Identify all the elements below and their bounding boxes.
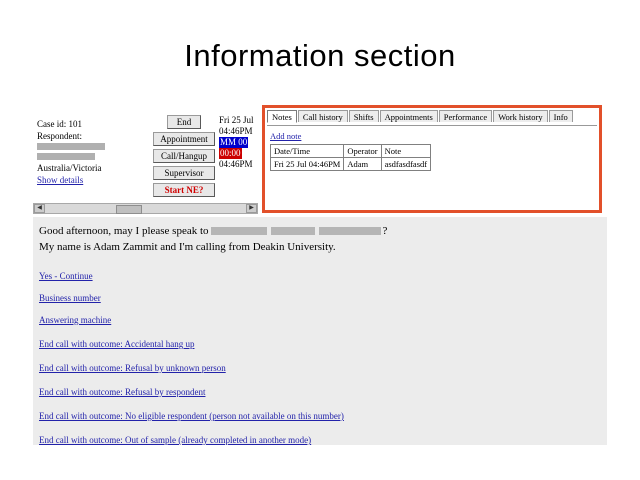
status-badge-red: 00:00: [220, 148, 241, 158]
choice-refusal-respondent[interactable]: End call with outcome: Refusal by respondent: [39, 387, 206, 397]
choice-accidental-hangup[interactable]: End call with outcome: Accidental hang up: [39, 339, 195, 349]
cell-operator: Adam: [344, 158, 381, 171]
scroll-right-arrow-icon[interactable]: ▶: [246, 204, 257, 213]
table-header-row: [271, 145, 431, 158]
tab-call-history[interactable]: Call history: [298, 110, 348, 122]
script-line-1-suffix: ?: [382, 225, 388, 237]
tab-performance[interactable]: Performance: [439, 110, 492, 122]
call-action-buttons: [153, 115, 215, 200]
status-badge-blue: MM 00: [220, 137, 248, 147]
cell-note: asdfasdfasdf: [381, 158, 430, 171]
start-ne-button[interactable]: Start NE?: [153, 183, 215, 197]
respondent-label: Respondent:: [37, 131, 82, 141]
status-time: 04:46PM: [219, 126, 253, 136]
choice-no-eligible-respondent[interactable]: End call with outcome: No eligible respondent (person not available on this number): [39, 411, 344, 421]
choice-refusal-unknown-person[interactable]: End call with outcome: Refusal by unknown person: [39, 363, 226, 373]
scrollbar-thumb[interactable]: [116, 205, 142, 214]
tab-info[interactable]: Info: [549, 110, 573, 122]
script-line-1: [39, 225, 387, 237]
call-panel: [33, 105, 258, 213]
case-id-label: Case id: 101: [37, 119, 82, 129]
notes-tabstrip: [267, 110, 597, 126]
choice-out-of-sample[interactable]: End call with outcome: Out of sample (already completed in another mode): [39, 435, 312, 445]
column-header-datetime: Date/Time: [271, 145, 344, 158]
tab-appointments[interactable]: Appointments: [380, 110, 438, 122]
script-line-1-prefix: Good afternoon, may I please speak to: [39, 225, 209, 237]
column-header-operator: Operator: [344, 145, 381, 158]
notes-table: [270, 144, 431, 171]
redacted-name-1: [211, 227, 267, 235]
column-header-note: Note: [381, 145, 430, 158]
call-hangup-button[interactable]: Call/Hangup: [153, 149, 215, 163]
screenshot-region: [33, 105, 607, 445]
add-note-link[interactable]: Add note: [270, 131, 302, 141]
status-date: Fri 25 Jul: [219, 115, 254, 125]
redacted-name-3: [319, 227, 381, 235]
status-time-secondary: 04:46PM: [219, 159, 253, 169]
choice-business-number[interactable]: Business number: [39, 293, 101, 303]
appointment-button[interactable]: Appointment: [153, 132, 215, 146]
script-area: [33, 217, 607, 445]
redacted-phone-bar: [37, 153, 95, 160]
choice-answering-machine[interactable]: Answering machine: [39, 315, 112, 325]
redacted-name-2: [271, 227, 315, 235]
tab-shifts[interactable]: Shifts: [349, 110, 379, 122]
end-button[interactable]: End: [167, 115, 201, 129]
horizontal-scrollbar[interactable]: [33, 203, 258, 214]
redacted-name-bar: [37, 143, 105, 150]
show-details-link[interactable]: Show details: [37, 175, 84, 185]
tab-notes[interactable]: Notes: [267, 110, 297, 123]
supervisor-button[interactable]: Supervisor: [153, 166, 215, 180]
scroll-left-arrow-icon[interactable]: ◀: [34, 204, 45, 213]
choice-yes-continue[interactable]: Yes - Continue: [39, 271, 93, 281]
locale-label: Australia/Victoria: [37, 163, 102, 173]
call-status-column: [219, 115, 259, 170]
cell-datetime: Fri 25 Jul 04:46PM: [271, 158, 344, 171]
table-row[interactable]: [271, 158, 431, 171]
tab-work-history[interactable]: Work history: [493, 110, 547, 122]
script-line-2: My name is Adam Zammit and I'm calling from Deakin University.: [39, 241, 336, 253]
notes-panel: [262, 105, 602, 213]
page-title: Information section: [184, 38, 456, 73]
